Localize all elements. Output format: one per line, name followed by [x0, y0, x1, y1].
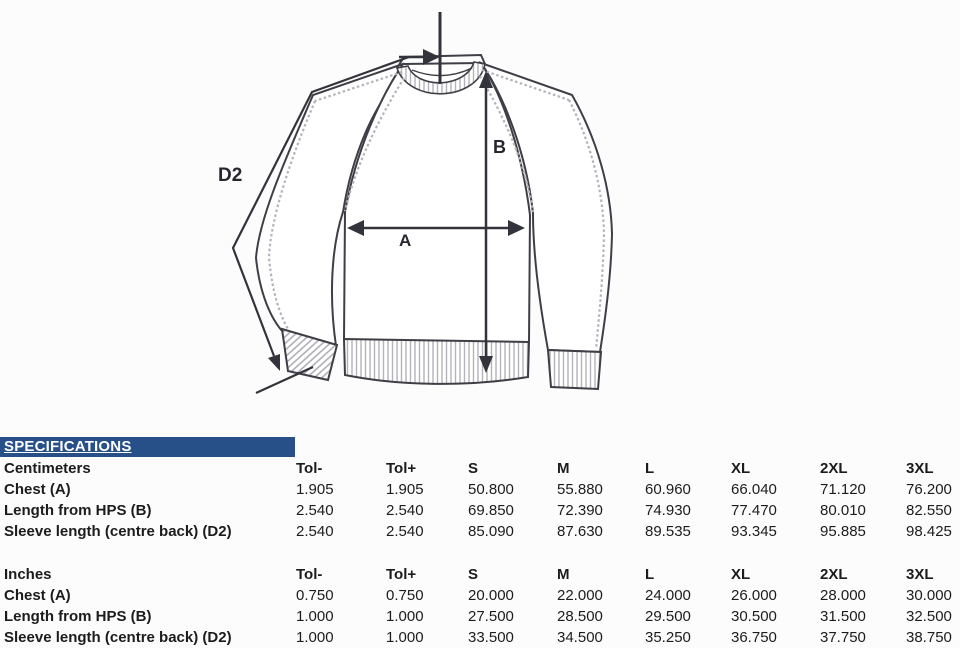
value-cell: 0.750: [296, 587, 334, 604]
value-cell: 69.850: [468, 502, 514, 519]
column-header: 3XL: [906, 566, 934, 583]
column-header: Tol+: [386, 460, 417, 477]
label-d2: D2: [218, 165, 243, 186]
column-header: Tol-: [296, 460, 323, 477]
row-label: Length from HPS (B): [4, 608, 152, 625]
value-cell: 55.880: [557, 481, 603, 498]
value-cell: 66.040: [731, 481, 777, 498]
value-cell: 74.930: [645, 502, 691, 519]
value-cell: 26.000: [731, 587, 777, 604]
value-cell: 1.000: [386, 608, 424, 625]
specifications-header-bar: SPECIFICATIONS: [0, 437, 295, 457]
value-cell: 89.535: [645, 523, 691, 540]
value-cell: 28.000: [820, 587, 866, 604]
value-cell: 2.540: [296, 502, 334, 519]
value-cell: 80.010: [820, 502, 866, 519]
column-header: M: [557, 460, 570, 477]
label-b: B: [493, 137, 506, 157]
spec-table-centimeters: [0, 458, 960, 542]
value-cell: 36.750: [731, 629, 777, 646]
column-header: 2XL: [820, 566, 848, 583]
column-header: XL: [731, 460, 751, 477]
row-label: Chest (A): [4, 481, 71, 498]
row-label: Length from HPS (B): [4, 502, 152, 519]
value-cell: 60.960: [645, 481, 691, 498]
value-cell: 1.905: [386, 481, 424, 498]
value-cell: 31.500: [820, 608, 866, 625]
right-cuff: [548, 350, 601, 389]
unit-header: Inches: [4, 566, 52, 583]
column-header: XL: [731, 566, 751, 583]
value-cell: 0.750: [386, 587, 424, 604]
value-cell: 71.120: [820, 481, 866, 498]
value-cell: 2.540: [386, 502, 424, 519]
value-cell: 82.550: [906, 502, 952, 519]
value-cell: 1.000: [296, 629, 334, 646]
value-cell: 37.750: [820, 629, 866, 646]
value-cell: 32.500: [906, 608, 952, 625]
row-label: Sleeve length (centre back) (D2): [4, 523, 232, 540]
value-cell: 20.000: [468, 587, 514, 604]
value-cell: 98.425: [906, 523, 952, 540]
specifications-section: [0, 437, 960, 648]
column-header: Tol+: [386, 566, 417, 583]
column-header: M: [557, 566, 570, 583]
value-cell: 1.000: [386, 629, 424, 646]
value-cell: 72.390: [557, 502, 603, 519]
column-header: L: [645, 460, 655, 477]
value-cell: 77.470: [731, 502, 777, 519]
value-cell: 28.500: [557, 608, 603, 625]
value-cell: 29.500: [645, 608, 691, 625]
value-cell: 93.345: [731, 523, 777, 540]
value-cell: 2.540: [386, 523, 424, 540]
column-header: S: [468, 566, 479, 583]
value-cell: 34.500: [557, 629, 603, 646]
value-cell: 30.000: [906, 587, 952, 604]
value-cell: 95.885: [820, 523, 866, 540]
column-header: S: [468, 460, 479, 477]
value-cell: 2.540: [296, 523, 334, 540]
spec-table-inches: [0, 564, 960, 648]
value-cell: 30.500: [731, 608, 777, 625]
row-label: Sleeve length (centre back) (D2): [4, 629, 232, 646]
column-header: 3XL: [906, 460, 934, 477]
value-cell: 38.750: [906, 629, 952, 646]
dim-d2-arrowhead: [268, 354, 280, 371]
column-header: Tol-: [296, 566, 323, 583]
value-cell: 22.000: [557, 587, 603, 604]
value-cell: 76.200: [906, 481, 952, 498]
column-header: 2XL: [820, 460, 848, 477]
column-header: L: [645, 566, 655, 583]
label-a: A: [399, 231, 412, 250]
row-label: Chest (A): [4, 587, 71, 604]
value-cell: 85.090: [468, 523, 514, 540]
value-cell: 35.250: [645, 629, 691, 646]
value-cell: 24.000: [645, 587, 691, 604]
value-cell: 27.500: [468, 608, 514, 625]
value-cell: 50.800: [468, 481, 514, 498]
hem-band: [344, 339, 529, 384]
value-cell: 87.630: [557, 523, 603, 540]
unit-header: Centimeters: [4, 460, 91, 477]
value-cell: 1.000: [296, 608, 334, 625]
value-cell: 33.500: [468, 629, 514, 646]
value-cell: 1.905: [296, 481, 334, 498]
cuff-tangent-line: [256, 367, 313, 393]
